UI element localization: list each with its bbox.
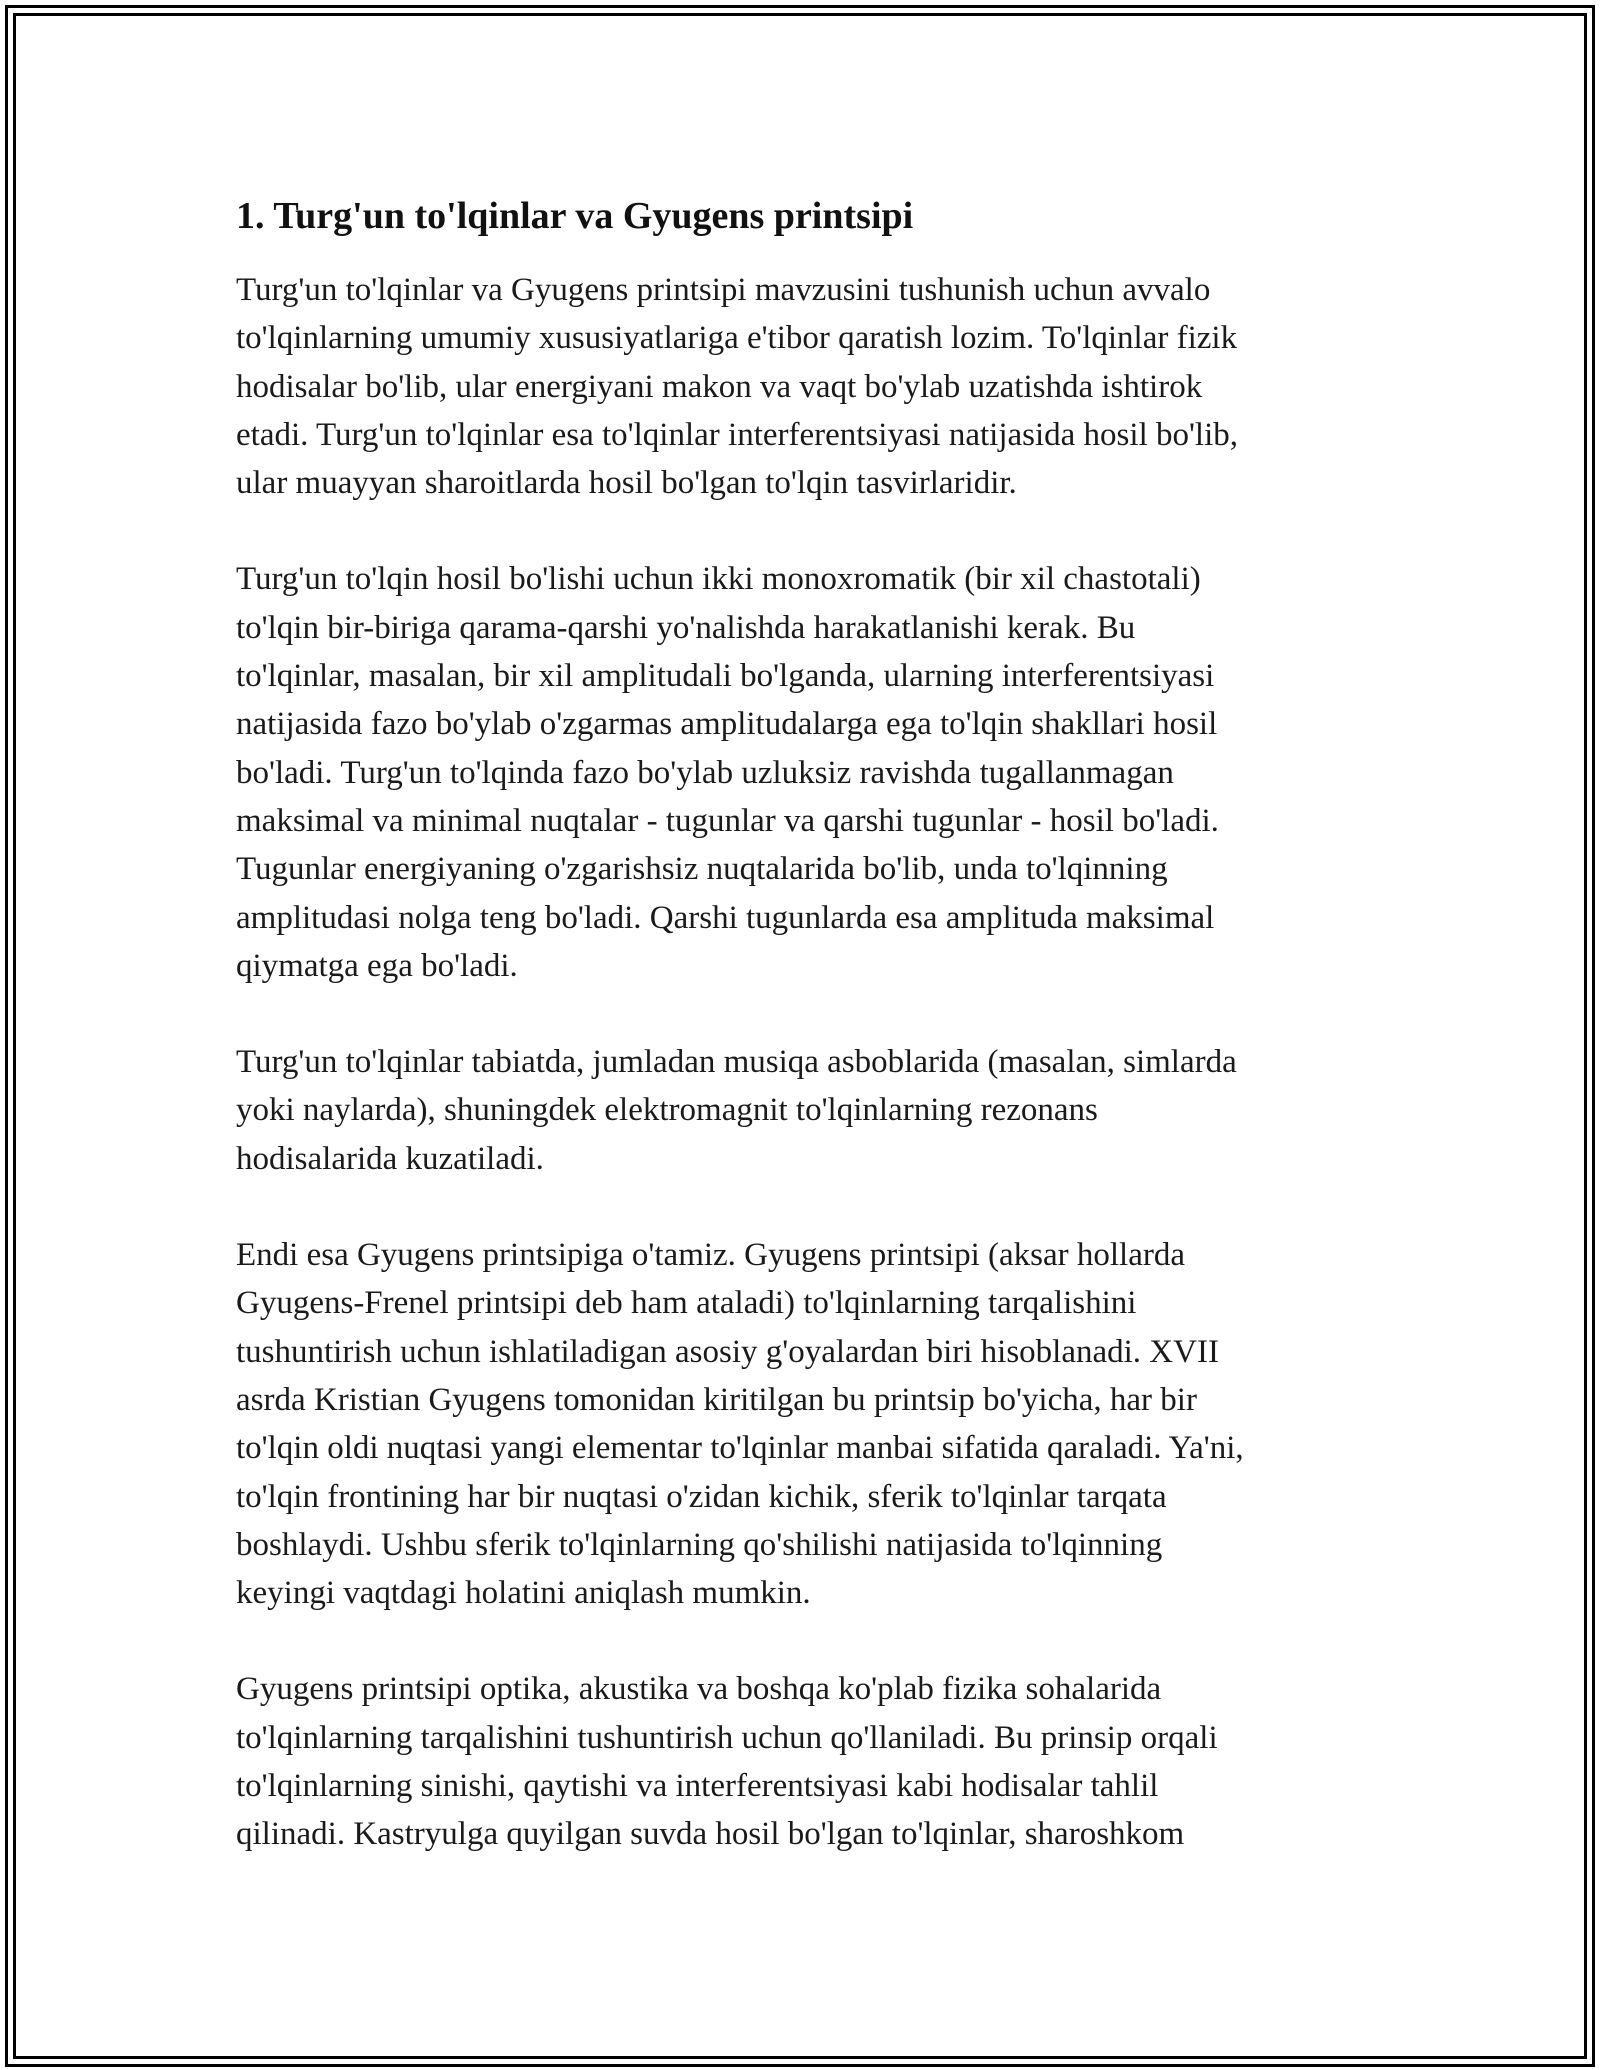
paragraph-1: Turg'un to'lqinlar va Gyugens printsipi mavzusini tushunish uchun avvalo to'lqinlarning umumiy xususiyatlariga e'tibor qaratish lozim. To'lqinlar fizik hodisalar bo'lib, ular energiyani makon va vaqt bo'ylab uzatishda ishtirok etadi. Turg'un to'lqinlar esa to'lqinlar interferentsiyasi natijasida hosil bo'lib, ular muayyan sharoitlarda hosil bo'lgan to'lqin tasvirlaridir. bbox=[236, 272, 1239, 502]
paragraph-4: Endi esa Gyugens printsipiga o'tamiz. Gyugens printsipi (aksar hollarda Gyugens-Frenel printsipi deb ham ataladi) to'lqinlarning tarqalishini tushuntirish uchun ishlatiladigan asosiy g'oyalardan biri hisoblanadi. XVII asrda Kristian Gyugens tomonidan kiritilgan bu printsip bo'yicha, har bir to'lqin oldi nuqtasi yangi elementar to'lqinlar manbai sifatida qaraladi. Ya'ni, to'lqin frontining har bir nuqtasi o'zidan kichik, sferik to'lqinlar tarqata boshlaydi. Ushbu sferik to'lqinlarning qo'shilishi natijasida to'lqinning keyingi vaqtdagi holatini aniqlash mumkin. bbox=[236, 1237, 1244, 1612]
paragraph-2: Turg'un to'lqin hosil bo'lishi uchun ikki monoxromatik (bir xil chastotali) to'lqin bir-biriga qarama-qarshi yo'nalishda harakatlanishi kerak. Bu to'lqinlar, masalan, bir xil amplitudali bo'lganda, ularning interferentsiyasi natijasida fazo bo'ylab o'zgarmas amplitudalarga ega to'lqin shakllari hosil bo'ladi. Turg'un to'lqinda fazo bo'ylab uzluksiz ravishda tugallanmagan maksimal va minimal nuqtalar - tugunlar va qarshi tugunlar - hosil bo'ladi. Tugunlar energiyaning o'zgarishsiz nuqtalarida bo'lib, unda to'lqinning amplitudasi nolga teng bo'ladi. Qarshi tugunlarda esa amplituda maksimal qiymatga ega bo'ladi. bbox=[236, 561, 1219, 984]
section-heading: 1. Turg'un to'lqinlar va Gyugens printsipi bbox=[236, 195, 914, 237]
document-body bbox=[236, 188, 1366, 1907]
paragraph-3: Turg'un to'lqinlar tabiatda, jumladan musiqa asboblarida (masalan, simlarda yoki naylarda), shuningdek elektromagnit to'lqinlarning rezonans hodisalarida kuzatiladi. bbox=[236, 1044, 1237, 1177]
paragraph-5: Gyugens printsipi optika, akustika va boshqa ko'plab fizika sohalarida to'lqinlarning tarqalishini tushuntirish uchun qo'llaniladi. Bu prinsip orqali to'lqinlarning sinishi, qaytishi va interferentsiyasi kabi hodisalar tahlil qilinadi. Kastryulga quyilgan suvda hosil bo'lgan to'lqinlar, sharoshkom bbox=[236, 1671, 1218, 1853]
